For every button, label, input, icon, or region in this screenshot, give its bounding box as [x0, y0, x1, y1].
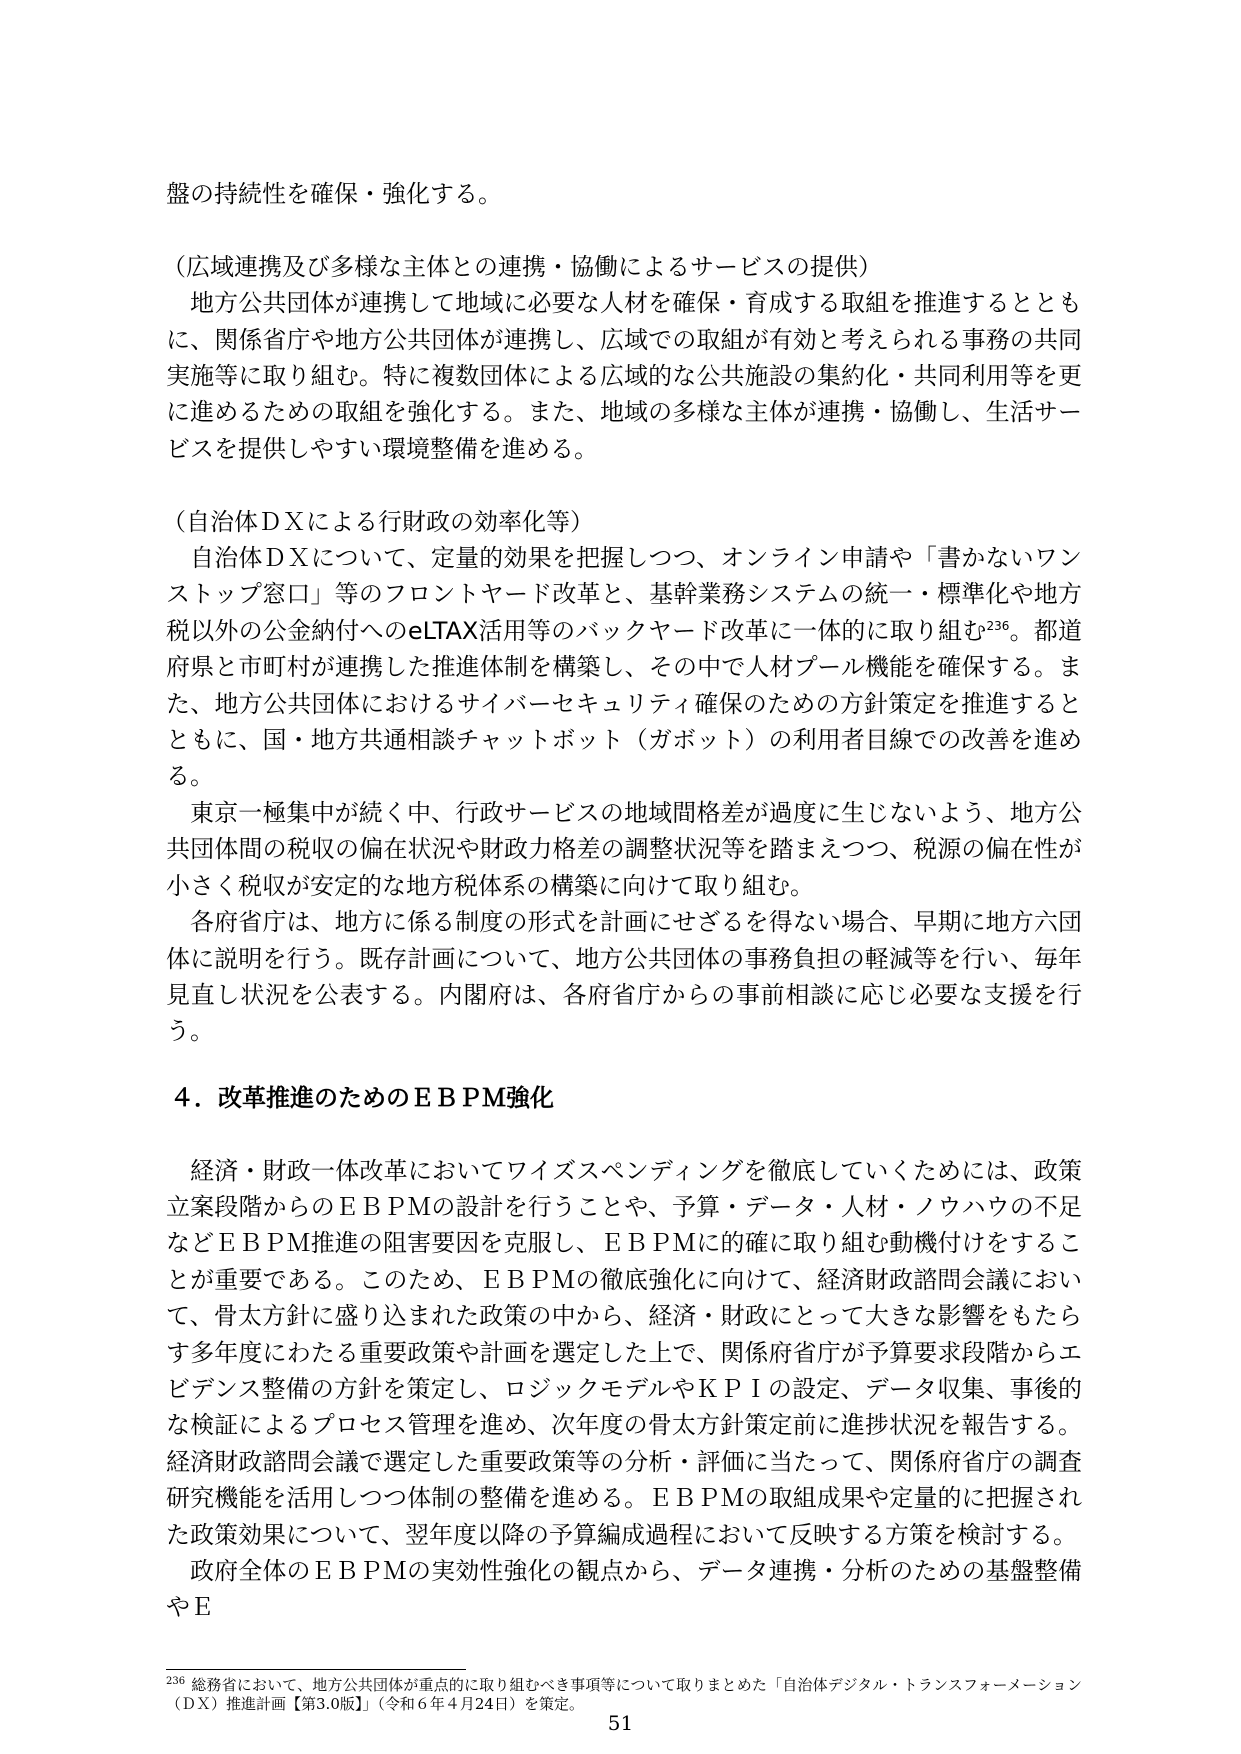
municipal-dx-paragraph-1: [166, 540, 1082, 795]
municipal-dx-heading: （自治体ＤＸによる行財政の効率化等）: [162, 507, 594, 536]
ebpm-section-title: ４．改革推進のためのＥＢＰＭ強化: [170, 1083, 554, 1112]
regional-collaboration-paragraph: 地方公共団体が連携して地域に必要な人材を確保・育成する取組を推進するとともに、関係省庁や地方公共団体が連携し、広域での取組が有効と考えられる事務の共同実施等に取り組む。特に複数団体による広域的な公共施設の集約化・共同利用等を更に進めるための取組を強化する。また、地域の多様な主体が連携・協働し、生活サービスを提供しやすい環境整備を進める。: [166, 289, 1082, 463]
ebpm-paragraph-1: 経済・財政一体改革においてワイズスペンディングを徹底していくためには、政策立案段階からのＥＢＰＭの設計を行うことや、予算・データ・人材・ノウハウの不足などＥＢＰＭ推進の阻害要因を克服し、ＥＢＰＭに的確に取り組む動機付けをすることが重要である。このため、ＥＢＰＭの徹底強化に向けて、経済財政諮問会議において、骨太方針に盛り込まれた政策の中から、経済・財政にとって大きな影響をもたらす多年度にわたる重要政策や計画を選定した上で、関係府省庁が予算要求段階からエビデンス整備の方針を策定し、ロジックモデルやＫＰＩの設定、データ収集、事後的な検証によるプロセス管理を進め、次年度の骨太方針策定前に進捗状況を報告する。経済財政諮問会議で選定した重要政策等の分析・評価に当たって、関係府省庁の調査研究機能を活用しつつ体制の整備を進める。ＥＢＰＭの取組成果や定量的に把握された政策効果について、翌年度以降の予算編成過程において反映する方策を検討する。: [166, 1156, 1082, 1549]
dx-paragraph-1-text: 自治体ＤＸについて、定量的効果を把握しつつ、オンライン申請や「書かないワンストップ窓口」等のフロントヤード改革と、基幹業務システムの統一・標準化や地方税以外の公金納付へのeLTAX活用等のバックヤード改革に一体的に取り組む: [166, 544, 1082, 645]
regional-collaboration-heading: （広域連携及び多様な主体との連携・協働によるサービスの提供）: [162, 252, 882, 281]
ebpm-paragraph-2: 政府全体のＥＢＰＭの実効性強化の観点から、データ連携・分析のための基盤整備やＥ: [166, 1556, 1082, 1622]
main-content: [162, 176, 1082, 1626]
opening-text: 盤の持続性を確保・強化する。: [166, 180, 502, 208]
footnote-reference: 236: [986, 618, 1010, 633]
page-number: 51: [607, 1711, 634, 1735]
municipal-dx-paragraph-2: 東京一極集中が続く中、行政サービスの地域間格差が過度に生じないよう、地方公共団体間の税収の偏在状況や財政力格差の調整状況等を踏まえつつ、税源の偏在性が小さく税収が安定的な地方税体系の構築に向けて取り組む。: [166, 798, 1082, 900]
spacer: [166, 467, 1082, 503]
dx-paragraph-1-continuation: 。都道府県と市町村が連携した推進体制を構築し、その中で人材プール機能を確保する。また、地方公共団体におけるサイバーセキュリティ確保のための方針策定を推進するとともに、国・地方共通相談チャットボット（ガボット）の利用者目線での改善を進める。: [166, 616, 1082, 791]
footnote-text: 総務省において、地方公共団体が重点的に取り組むべき事項等について取りまとめた「自治体デジタル・トランスフォーメーション（ＤＸ）推進計画【第3.0版】」（令和６年４月24日）を策定。: [166, 1676, 1082, 1713]
footnote-divider: [166, 1669, 466, 1670]
spacer: [166, 212, 1082, 248]
spacer: [166, 1050, 1082, 1080]
spacer: [166, 1116, 1082, 1152]
municipal-dx-paragraph-3: 各府省庁は、地方に係る制度の形式を計画にせざるを得ない場合、早期に地方六団体に説明を行う。既存計画について、地方公共団体の事務負担の軽減等を行い、毎年見直し状況を公表する。内閣府は、各府省庁からの事前相談に応じ必要な支援を行う。: [166, 908, 1082, 1046]
footnote: [166, 1676, 1082, 1714]
footnote-number: 236: [166, 1676, 186, 1687]
